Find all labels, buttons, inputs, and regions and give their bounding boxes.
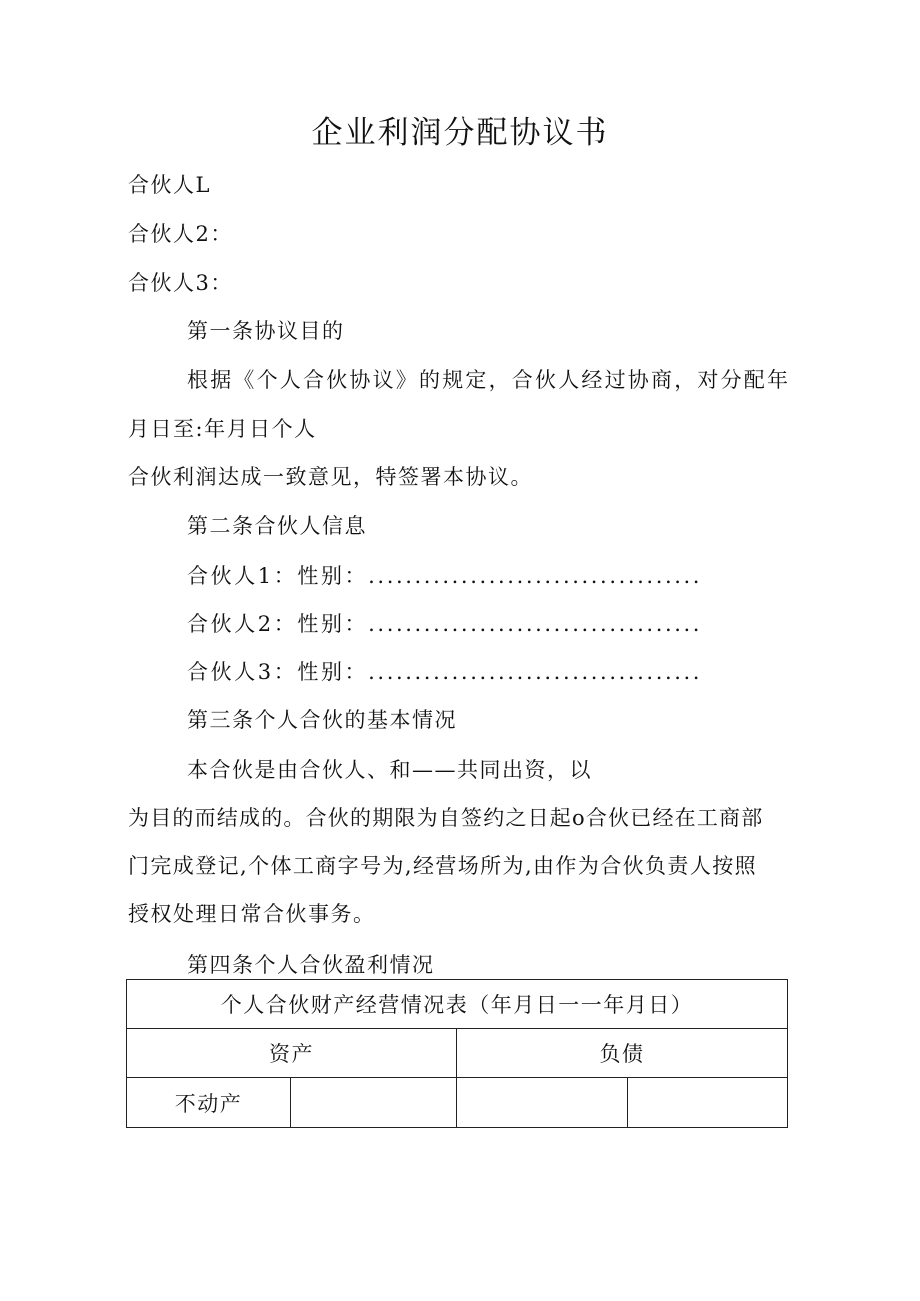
partner-2-header: 合伙人2： <box>128 222 233 246</box>
assets-header: 资产 <box>127 1029 457 1078</box>
article-1-line-3: 合伙利润达成一致意见，特签署本协议。 <box>128 465 533 489</box>
liability-value-cell <box>628 1078 788 1128</box>
article-3-line-2: 为目的而结成的。合伙的期限为自签约之日起o合伙已经在工商部 <box>128 806 764 830</box>
partner-3-header: 合伙人3： <box>128 271 233 295</box>
partner-2-info: 合伙人2：性别：.................................... <box>187 612 703 636</box>
article-3-heading: 第三条个人合伙的基本情况 <box>187 708 457 732</box>
article-1-line-1: 根据《个人合伙协议》的规定，合伙人经过协商，对分配年 <box>187 368 791 392</box>
article-3-line-1: 本合伙是由合伙人、和——共同出资，以 <box>187 758 592 782</box>
article-2-heading: 第二条合伙人信息 <box>187 514 367 538</box>
article-3-line-3: 门完成登记,个体工商字号为,经营场所为,由作为合伙负责人按照 <box>128 854 758 878</box>
partner-1-info: 合伙人1：性别：.................................... <box>187 564 703 588</box>
article-4-heading: 第四条个人合伙盈利情况 <box>187 953 435 977</box>
article-1-heading: 第一条协议目的 <box>187 319 345 343</box>
real-estate-label: 不动产 <box>127 1078 291 1128</box>
document-title: 企业利润分配协议书 <box>311 115 609 151</box>
partner-1-header: 合伙人L <box>128 173 211 197</box>
table-caption: 个人合伙财产经营情况表（年月日一一年月日） <box>127 980 788 1029</box>
property-operation-table <box>126 979 788 1128</box>
article-3-line-4: 授权处理日常合伙事务。 <box>128 902 376 926</box>
article-1-line-2: 月日至:年月日个人 <box>128 417 317 441</box>
liabilities-header: 负债 <box>457 1029 788 1078</box>
real-estate-value-cell <box>291 1078 457 1128</box>
partner-3-info: 合伙人3：性别：.................................... <box>187 660 703 684</box>
liability-label-cell <box>457 1078 628 1128</box>
